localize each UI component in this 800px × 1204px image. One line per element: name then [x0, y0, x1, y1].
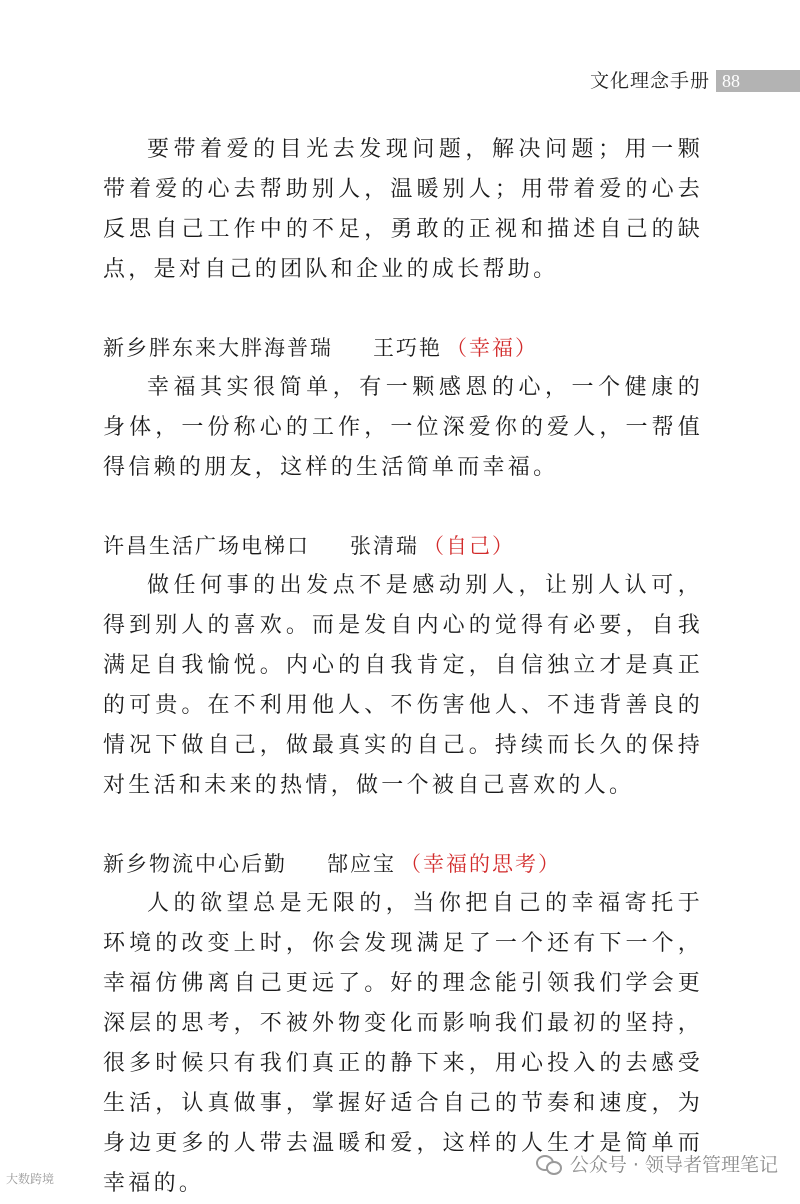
entry-heading	[103, 526, 703, 566]
entry-location: 许昌生活广场电梯口	[103, 534, 310, 558]
entry-self	[103, 526, 703, 806]
entry-topic-tag: （幸福的思考）	[400, 852, 561, 876]
intro-paragraph: 要带着爱的目光去发现问题，解决问题；用一颗带着爱的心去帮助别人，温暖别人；用带着爱的心去反思自己工作中的不足，勇敢的正视和描述自己的缺点，是对自己的团队和企业的成长帮助。	[103, 137, 703, 282]
entry-body: 人的欲望总是无限的，当你把自己的幸福寄托于环境的改变上时，你会发现满足了一个还有下一个，幸福仿佛离自己更远了。好的理念能引领我们学会更深层的思考，不被外物变化而影响我们最初的坚持，很多时候只有我们真正的静下来，用心投入的去感受生活，认真做事，掌握好适合自己的节奏和速度，为身边更多的人带去温暖和爱，这样的人生才是简单而幸福的。	[103, 891, 703, 1196]
entry-body: 幸福其实很简单，有一颗感恩的心，一个健康的身体，一份称心的工作，一位深爱你的爱人，一帮值得信赖的朋友，这样的生活简单而幸福。	[103, 375, 703, 480]
entry-topic-tag: （自己）	[423, 534, 515, 558]
page-number: 88	[722, 71, 740, 91]
header-title: 文化理念手册	[589, 70, 710, 92]
entry-heading	[103, 844, 703, 884]
page-content	[103, 130, 703, 1204]
entry-happiness	[103, 328, 703, 488]
entry-heading	[103, 328, 703, 368]
entry-topic-tag: （幸福）	[446, 336, 538, 360]
wechat-icon	[536, 1153, 562, 1175]
entry-author: 张清瑞	[350, 534, 419, 558]
entry-location: 新乡胖东来大胖海普瑞	[103, 336, 333, 360]
entry-location: 新乡物流中心后勤	[103, 852, 287, 876]
page-header	[0, 68, 800, 94]
watermark-left: 大数跨境	[6, 1172, 55, 1186]
entry-author: 郜应宝	[327, 852, 396, 876]
watermark-right-text: 公众号 · 领导者管理笔记	[569, 1154, 778, 1176]
watermark-right	[536, 1150, 778, 1177]
entry-author: 王巧艳	[373, 336, 442, 360]
page-number-bar	[716, 70, 800, 92]
entry-body: 做任何事的出发点不是感动别人，让别人认可，得到别人的喜欢。而是发自内心的觉得有必要，自我满足自我愉悦。内心的自我肯定，自信独立才是真正的可贵。在不利用他人、不伤害他人、不违背善良的情况下做自己，做最真实的自己。持续而长久的保持对生活和未来的热情，做一个被自己喜欢的人。	[103, 573, 703, 798]
